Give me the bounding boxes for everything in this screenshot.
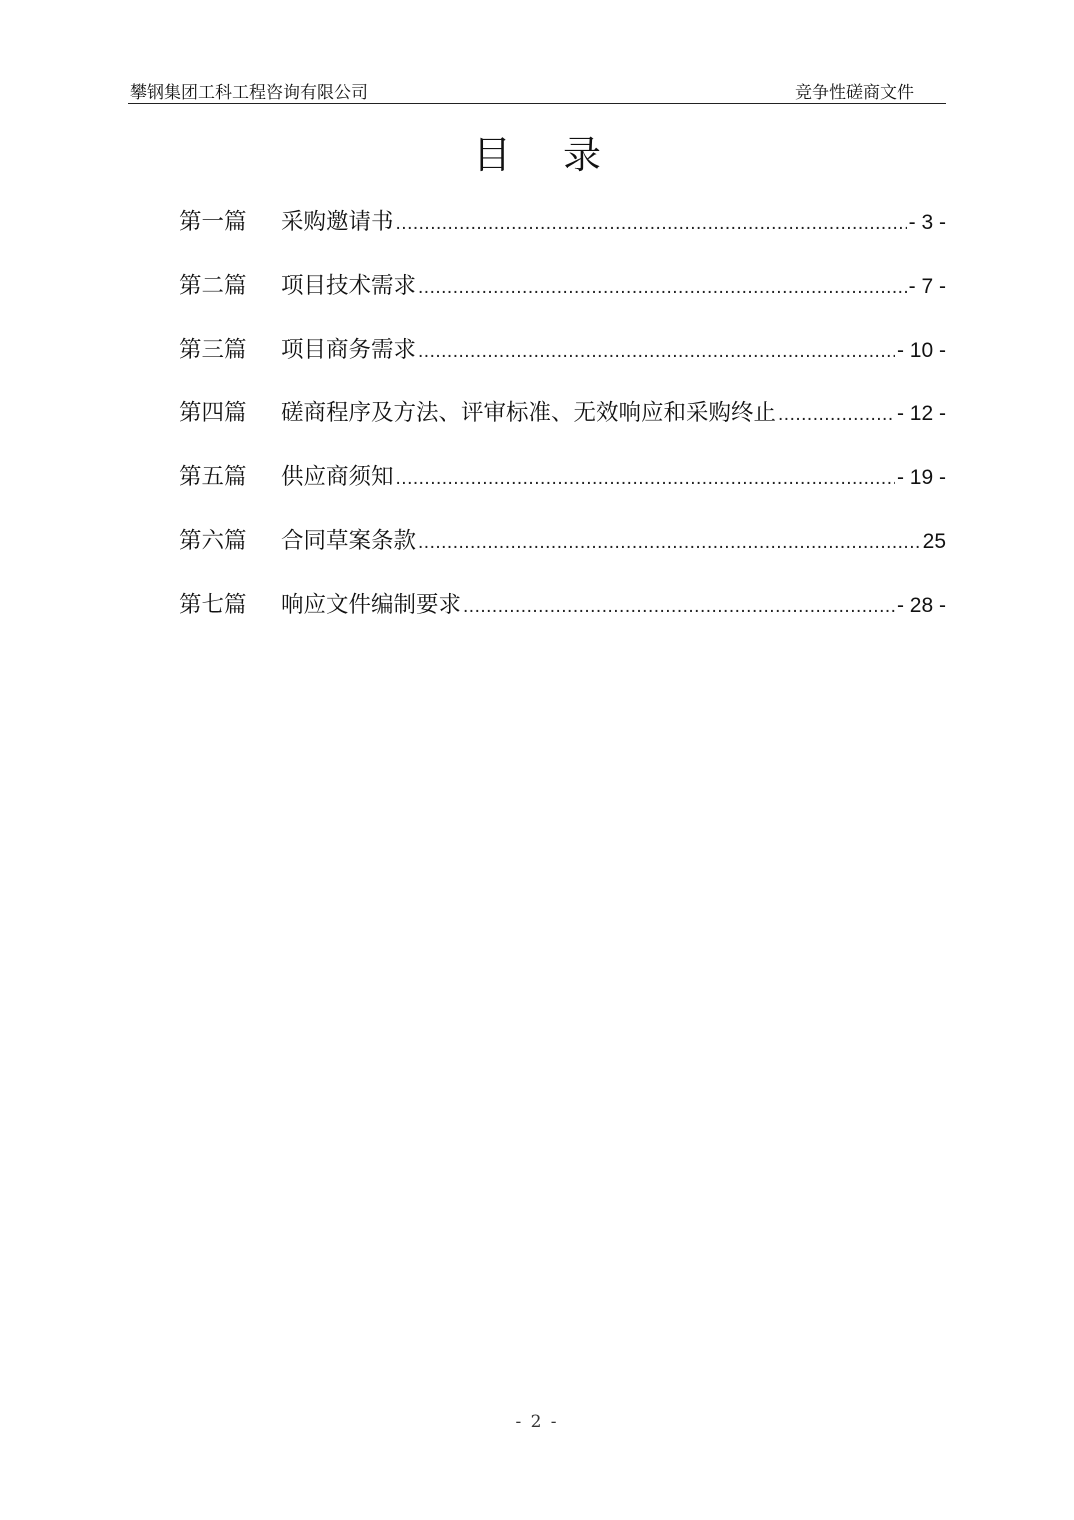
toc-entry-text: 响应文件编制要求: [281, 591, 462, 618]
toc-entry-part: 第三篇: [179, 336, 247, 363]
header-company-name: 攀钢集团工科工程咨询有限公司: [130, 83, 368, 103]
toc-entry-text: 项目技术需求: [281, 272, 417, 299]
toc-entry-2[interactable]: [179, 268, 946, 332]
page-header: [128, 74, 946, 104]
toc-entry-page: - 12 -: [896, 402, 946, 426]
toc-dot-leader: [463, 596, 895, 618]
table-of-contents: [179, 204, 946, 651]
toc-dot-leader: [396, 468, 895, 490]
toc-entry-page: - 28 -: [896, 593, 946, 617]
toc-entry-part: 第七篇: [179, 591, 247, 618]
toc-entry-3[interactable]: [179, 332, 946, 396]
toc-entry-page: 25: [922, 529, 946, 553]
page-number: - 2 -: [515, 1412, 559, 1432]
toc-entry-part: 第四篇: [179, 400, 247, 427]
toc-entry-page: - 7 -: [908, 274, 946, 298]
toc-entry-text: 磋商程序及方法、评审标准、无效响应和采购终止: [281, 400, 777, 427]
toc-dot-leader: [778, 404, 895, 426]
toc-entry-5[interactable]: [179, 459, 946, 523]
toc-dot-leader: [418, 277, 907, 299]
toc-dot-leader: [418, 341, 895, 363]
toc-entry-text: 供应商须知: [281, 464, 394, 491]
toc-entry-text: 项目商务需求: [281, 336, 417, 363]
toc-dot-leader: [396, 213, 907, 235]
toc-entry-page: - 10 -: [896, 338, 946, 362]
toc-entry-part: 第二篇: [179, 272, 247, 299]
header-document-type: 竞争性磋商文件: [795, 83, 914, 103]
toc-entry-6[interactable]: [179, 523, 946, 587]
toc-entry-page: - 19 -: [896, 466, 946, 490]
toc-entry-text: 合同草案条款: [281, 527, 417, 554]
toc-entry-1[interactable]: [179, 204, 946, 268]
toc-entry-text: 采购邀请书: [281, 209, 394, 235]
toc-entry-4[interactable]: [179, 395, 946, 459]
toc-dot-leader: [418, 532, 921, 554]
toc-entry-part: 第一篇: [179, 209, 247, 235]
toc-title: 目录: [472, 133, 653, 177]
toc-entry-7[interactable]: [179, 587, 946, 651]
toc-entry-page: - 3 -: [908, 211, 946, 234]
toc-entry-part: 第六篇: [179, 527, 247, 554]
toc-entry-part: 第五篇: [179, 464, 247, 491]
